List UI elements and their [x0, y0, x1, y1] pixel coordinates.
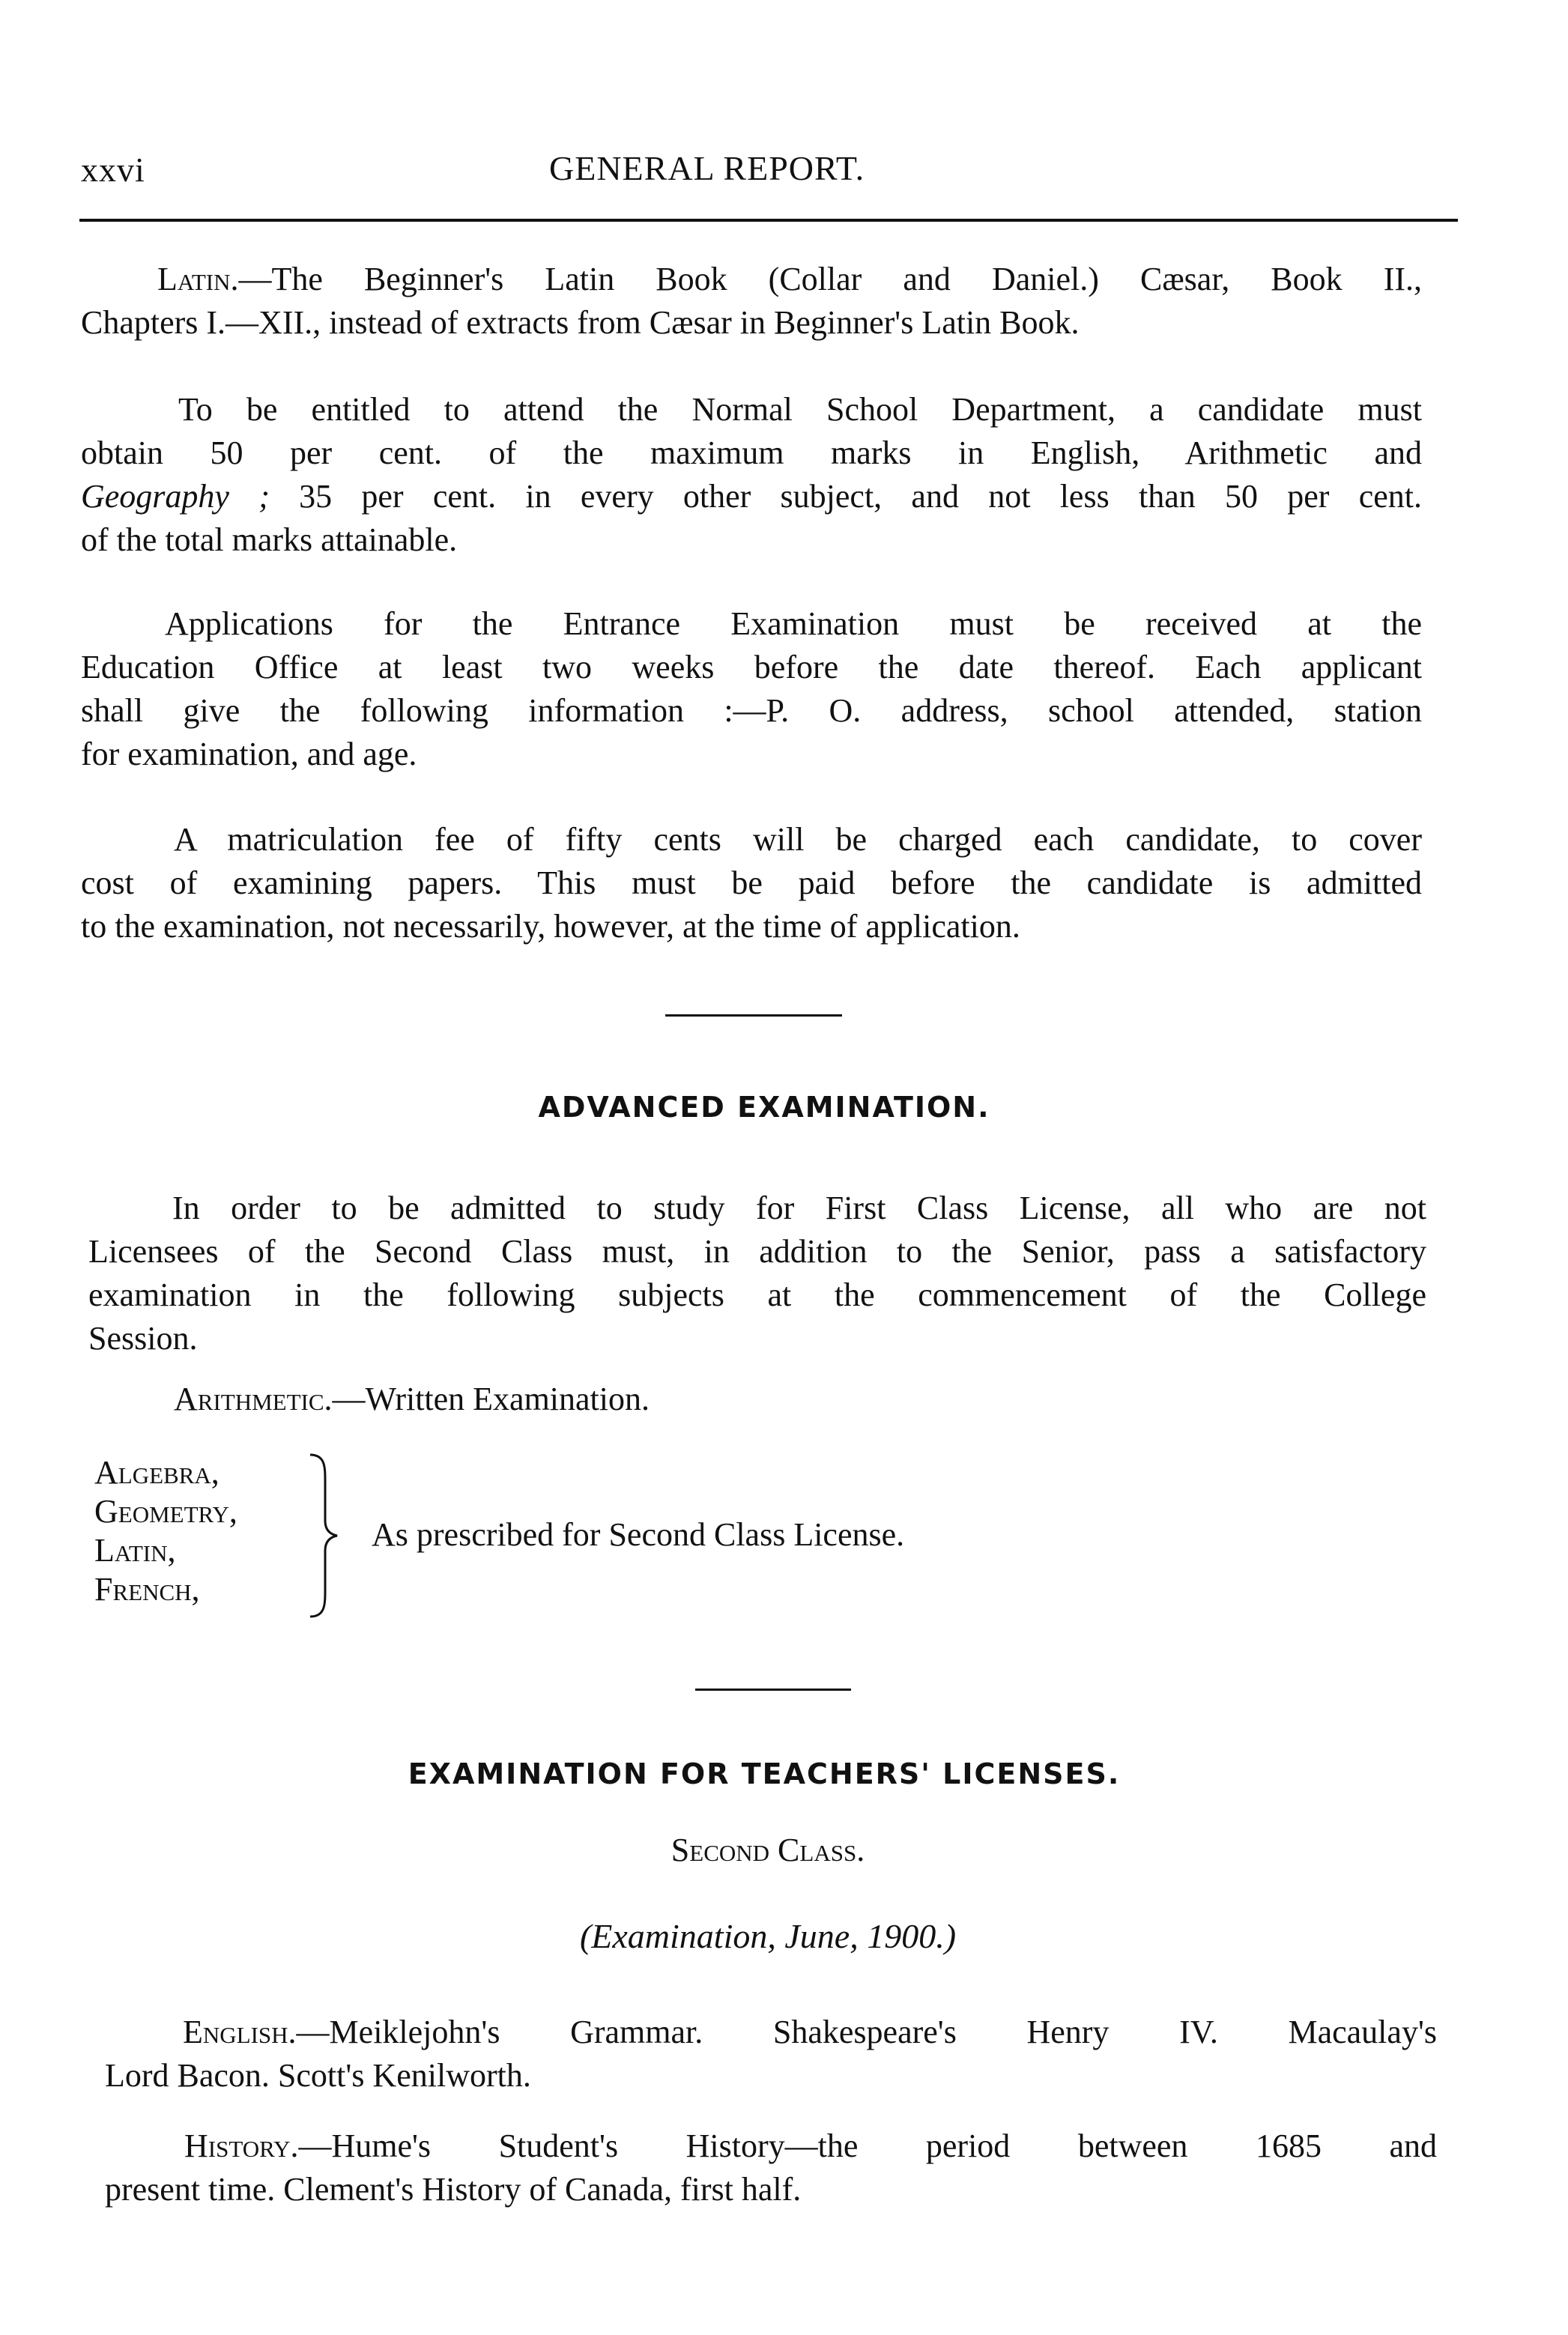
advanced-line-3: examination in the following subjects at the commencement of the College: [88, 1276, 1426, 1313]
applications-line-3: shall give the following information :—P. O. address, school attended, station: [81, 692, 1422, 729]
advanced-line-4: Session.: [88, 1320, 198, 1357]
advanced-line-2: Licensees of the Second Class must, in addition to the Senior, pass a satisfactory: [88, 1233, 1426, 1270]
latin-entry: [81, 258, 1422, 345]
matriculation-line-1: A matriculation fee of fifty cents will be charged each candidate, to cover: [174, 821, 1422, 858]
subjects-note: As prescribed for Second Class License.: [372, 1516, 905, 1553]
english-line-2: Lord Bacon. Scott's Kenilworth.: [105, 2057, 531, 2094]
subject-item: Algebra,: [94, 1454, 220, 1491]
subject-item: Latin,: [94, 1532, 176, 1569]
advanced-heading: ADVANCED EXAMINATION.: [538, 1091, 990, 1124]
history-line-2: present time. Clement's History of Canada, first half.: [105, 2171, 802, 2208]
arithmetic-entry: [174, 1380, 650, 1418]
section-divider: [695, 1689, 851, 1691]
normal-line-3: Geography ; 35 per cent. in every other subject, and not less than 50 per cent.: [81, 478, 1422, 515]
applications-line-4: for examination, and age.: [81, 736, 417, 772]
applications-paragraph: [81, 602, 1422, 776]
latin-line-2: Chapters I.—XII., instead of extracts from Cæsar in Beginner's Latin Book.: [81, 304, 1080, 341]
subject-item: Geometry,: [94, 1493, 237, 1530]
normal-line-1: To be entitled to attend the Normal School Department, a candidate must: [178, 391, 1422, 428]
history-label: History.: [184, 2127, 299, 2164]
matriculation-line-2: cost of examining papers. This must be paid before the candidate is admitted: [81, 864, 1422, 901]
header-rule: [79, 219, 1458, 222]
running-title: GENERAL REPORT.: [549, 149, 865, 187]
section-divider: [665, 1014, 842, 1017]
advanced-line-1: In order to be admitted to study for First Class License, all who are not: [172, 1190, 1426, 1226]
matriculation-paragraph: [81, 818, 1422, 948]
arithmetic-label: Arithmetic.: [174, 1381, 333, 1417]
curly-brace: [304, 1452, 342, 1620]
advanced-paragraph: [88, 1187, 1426, 1360]
page-number: xxvi: [81, 151, 145, 189]
normal-line-2: obtain 50 per cent. of the maximum marks in English, Arithmetic and: [81, 434, 1422, 471]
history-entry: [105, 2124, 1437, 2211]
normal-school-paragraph: [81, 388, 1422, 562]
applications-line-1: Applications for the Entrance Examination must be received at the: [165, 605, 1422, 642]
matriculation-line-3: to the examination, not necessarily, however, at the time of application.: [81, 908, 1020, 945]
arithmetic-text: —Written Examination.: [332, 1381, 650, 1417]
subject-item: French,: [94, 1571, 200, 1608]
normal-line-4: of the total marks attainable.: [81, 521, 458, 558]
english-entry: [105, 2011, 1437, 2098]
history-line-1: History.—Hume's Student's History—the period between 1685 and: [184, 2127, 1437, 2164]
latin-label: Latin.: [157, 261, 239, 297]
exam-date: (Examination, June, 1900.): [579, 1917, 957, 1955]
english-label: English.: [183, 2014, 297, 2050]
applications-line-2: Education Office at least two weeks before the date thereof. Each applicant: [81, 649, 1422, 685]
teachers-heading: EXAMINATION FOR TEACHERS' LICENSES.: [408, 1757, 1121, 1790]
latin-line-1: Latin.—The Beginner's Latin Book (Collar and Daniel.) Cæsar, Book II.,: [157, 261, 1422, 297]
subject-list: [94, 1453, 237, 1609]
teachers-subheading: Second Class.: [671, 1832, 865, 1868]
english-line-1: English.—Meiklejohn's Grammar. Shakespeare's Henry IV. Macaulay's: [183, 2014, 1437, 2050]
